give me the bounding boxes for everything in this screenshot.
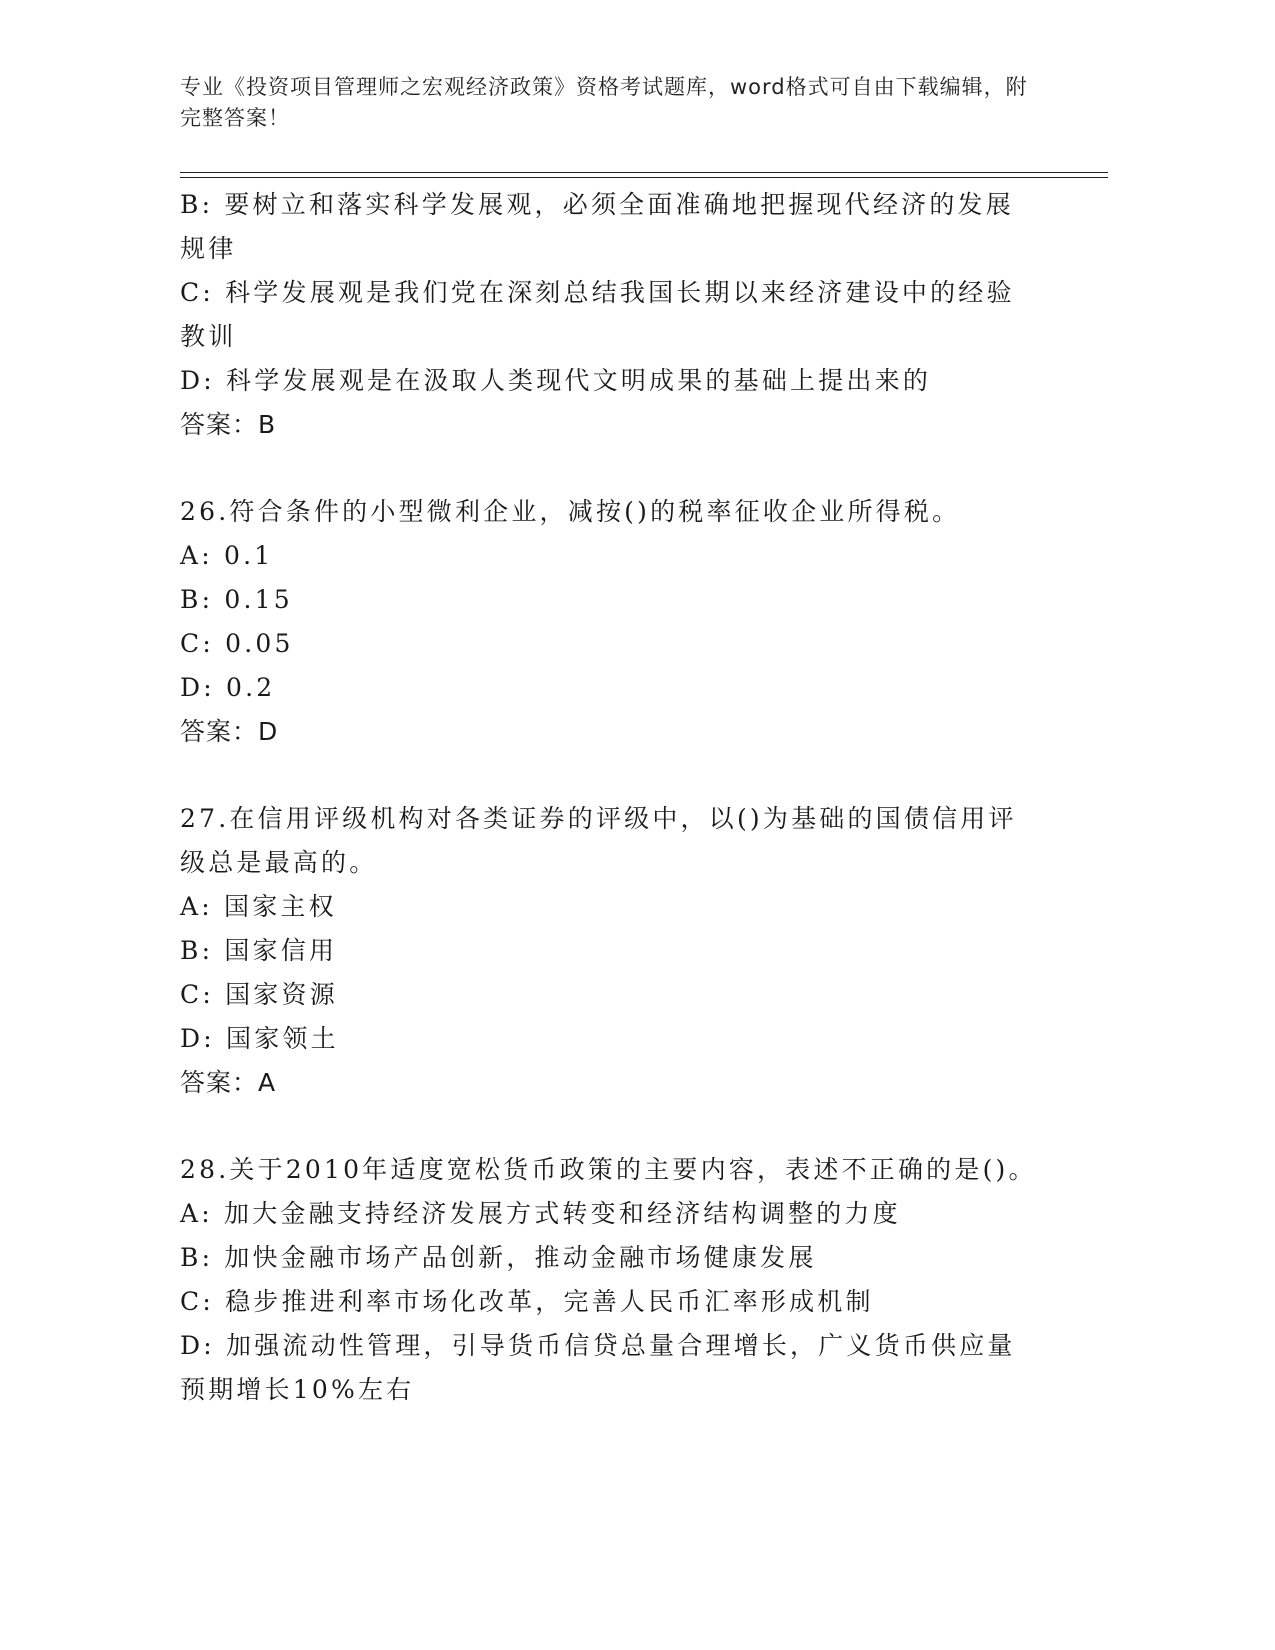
option-c: C: 0.05 bbox=[180, 629, 294, 658]
option-d: D: 加强流动性管理，引导货币信贷总量合理增长，广义货币供应量预期增长10%左右 bbox=[180, 1331, 1016, 1404]
question-27 bbox=[180, 797, 1040, 1105]
option-d: D: 国家领土 bbox=[180, 1024, 339, 1053]
option-d: D: 科学发展观是在汲取人类现代文明成果的基础上提出来的 bbox=[180, 366, 932, 395]
option-a: A: 国家主权 bbox=[180, 892, 337, 921]
question-text: 28.关于2010年适度宽松货币政策的主要内容，表述不正确的是()。 bbox=[180, 1155, 1037, 1184]
answer: 答案：A bbox=[180, 1068, 277, 1097]
question-text: 26.符合条件的小型微利企业，减按()的税率征收企业所得税。 bbox=[180, 497, 961, 526]
option-a: A: 加大金融支持经济发展方式转变和经济结构调整的力度 bbox=[180, 1199, 901, 1228]
option-b: B: 加快金融市场产品创新，推动金融市场健康发展 bbox=[180, 1243, 817, 1272]
header-rule-bottom bbox=[180, 177, 1108, 178]
option-b: B: 0.15 bbox=[180, 585, 293, 614]
question-28 bbox=[180, 1148, 1040, 1412]
header-rule-top bbox=[180, 172, 1108, 173]
option-c: C: 稳步推进利率市场化改革，完善人民币汇率形成机制 bbox=[180, 1287, 874, 1316]
question-25-tail bbox=[180, 183, 1040, 447]
spacer bbox=[180, 754, 1040, 797]
question-text: 27.在信用评级机构对各类证券的评级中，以()为基础的国债信用评级总是最高的。 bbox=[180, 804, 1017, 877]
option-c: C: 科学发展观是我们党在深刻总结我国长期以来经济建设中的经验教训 bbox=[180, 278, 1015, 351]
question-26 bbox=[180, 490, 1040, 754]
option-b: B: 国家信用 bbox=[180, 936, 338, 965]
page-header: 专业《投资项目管理师之宏观经济政策》资格考试题库，word格式可自由下载编辑，附完整答案！ bbox=[180, 75, 1028, 130]
option-b: B: 要树立和落实科学发展观，必须全面准确地把握现代经济的发展规律 bbox=[180, 190, 1014, 263]
question-content bbox=[180, 183, 1040, 1412]
spacer bbox=[180, 1105, 1040, 1148]
option-c: C: 国家资源 bbox=[180, 980, 338, 1009]
answer: 答案：D bbox=[180, 717, 279, 746]
option-a: A: 0.1 bbox=[180, 541, 274, 570]
answer: 答案：B bbox=[180, 410, 277, 439]
option-d: D: 0.2 bbox=[180, 673, 276, 702]
spacer bbox=[180, 447, 1040, 490]
